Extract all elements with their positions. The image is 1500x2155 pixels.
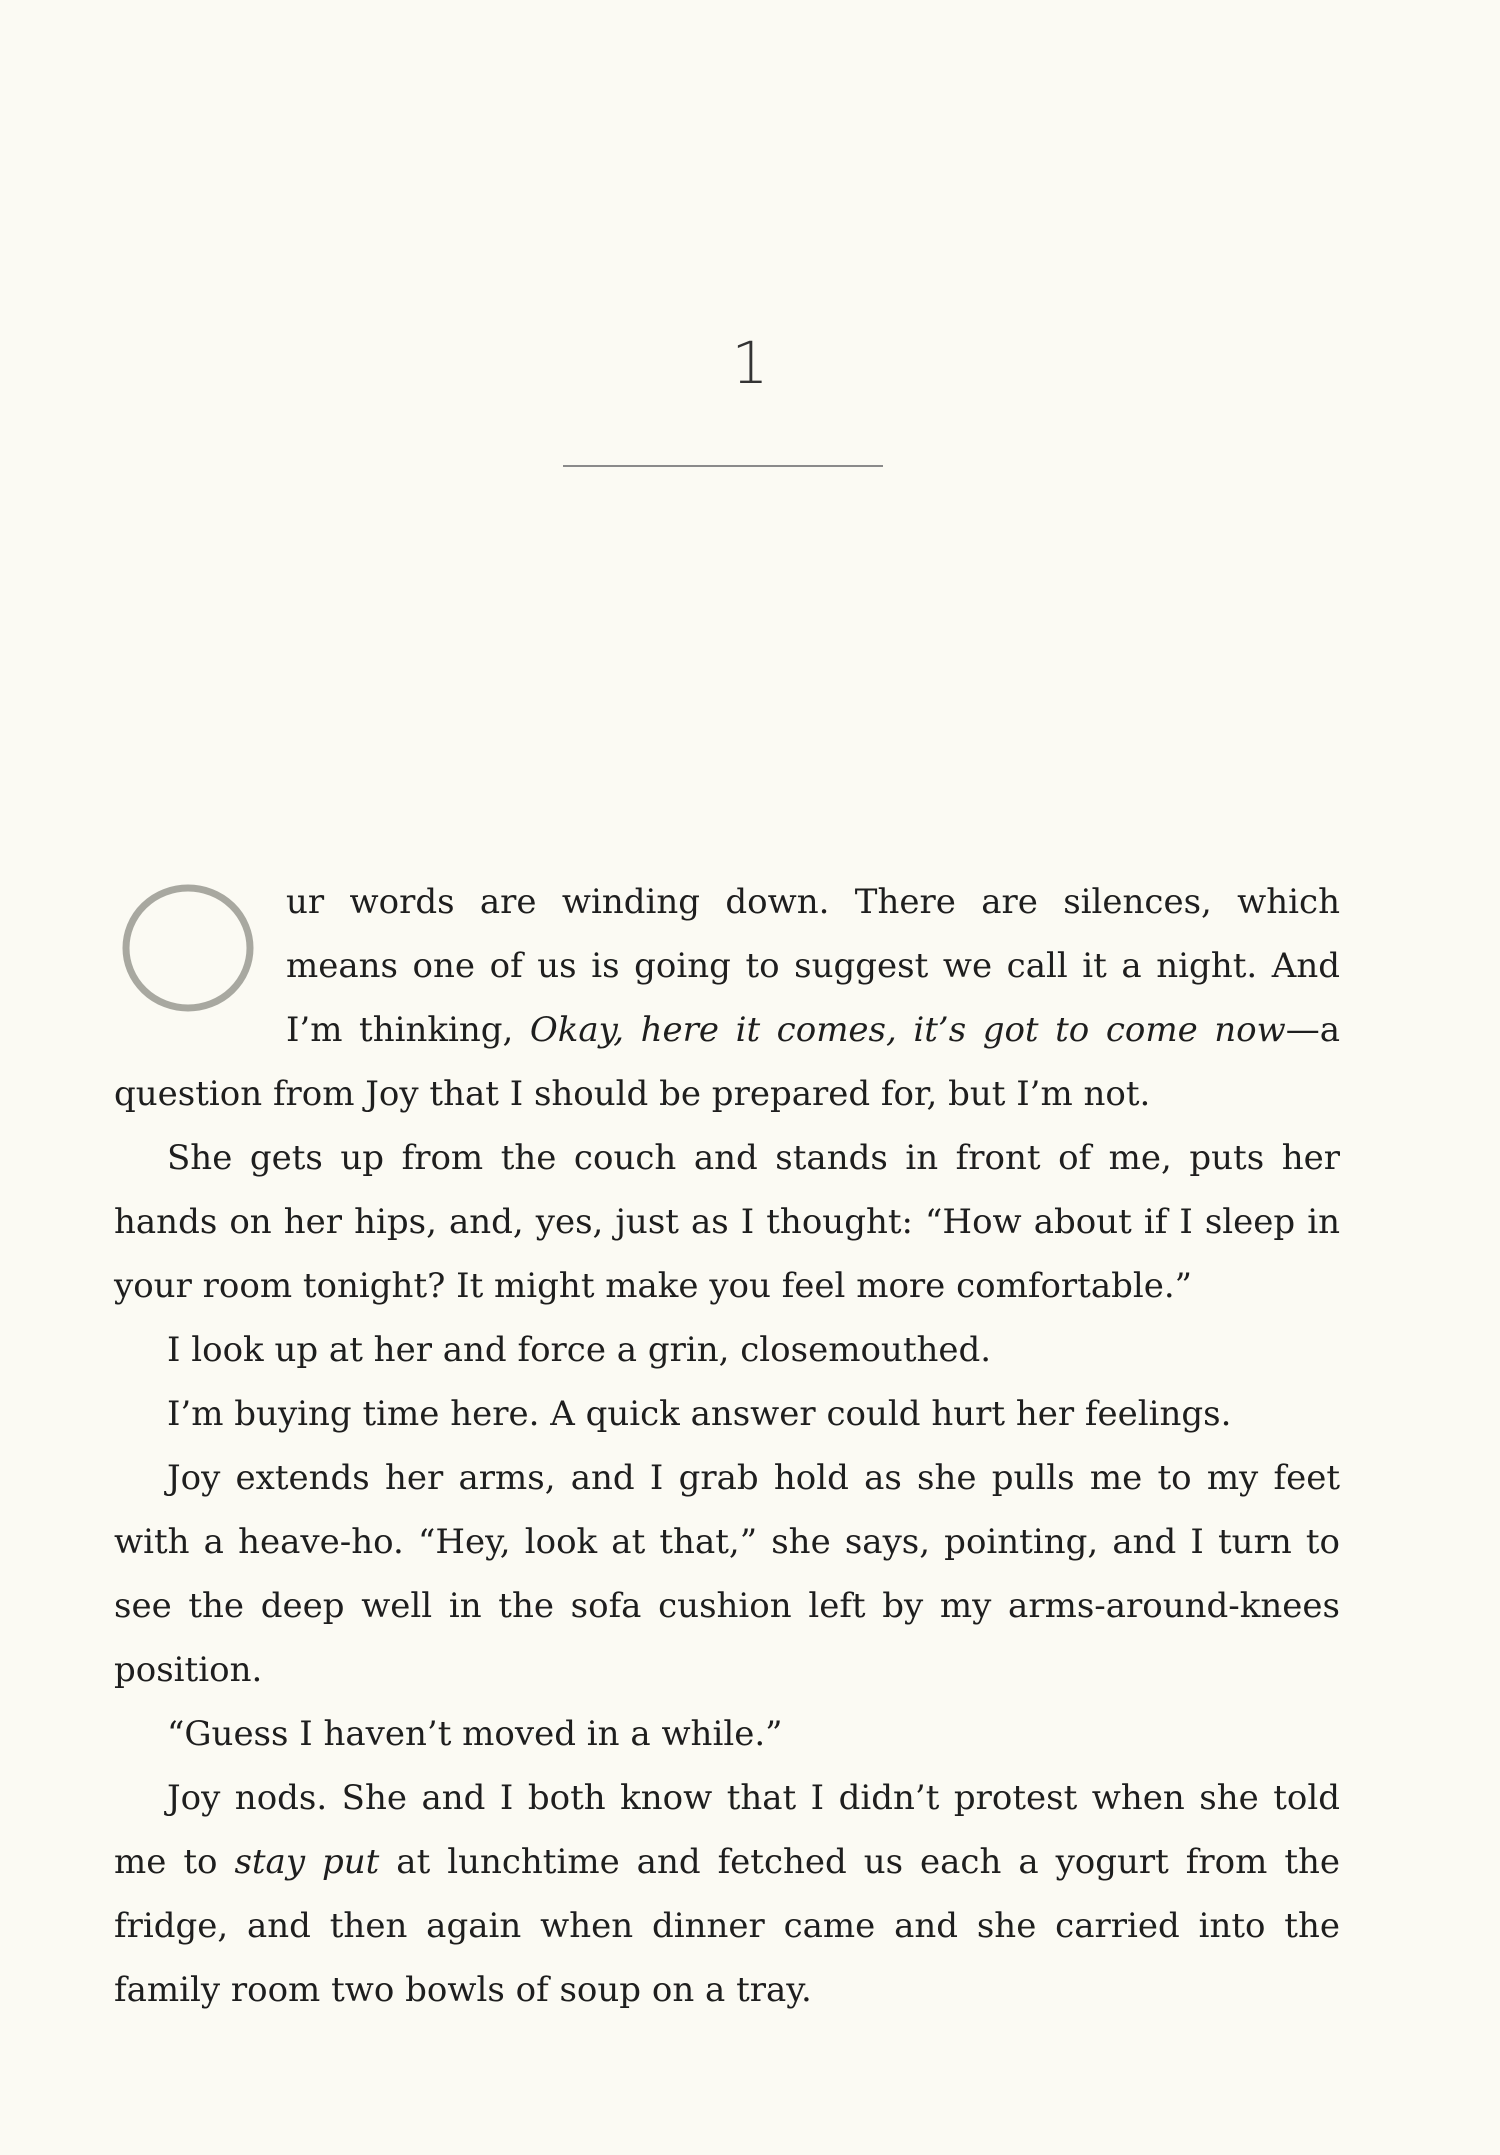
- chapter-body: [114, 870, 1340, 2022]
- paragraph-1-text: ur words are winding down. There are silences, which means one of us is going to suggest we call it a night. And I’m thinking,: [286, 882, 1340, 1050]
- paragraph-7: [114, 1766, 1340, 2022]
- paragraph-1-end: —a question from Joy that I should be prepared for, but I’m not.: [114, 1010, 1340, 1114]
- paragraph-1-italic: Okay, here it comes, it’s got to come now: [529, 1010, 1286, 1050]
- chapter-number: 1: [731, 329, 769, 397]
- chapter-divider: [563, 465, 883, 467]
- paragraph-2: She gets up from the couch and stands in front of me, puts her hands on her hips, and, yes, just as I thought: “How about if I sleep in your room tonight? It might make you feel more comfortable.”: [114, 1138, 1340, 1306]
- paragraph-7-end: at lunchtime and fetched us each a yogurt from the fridge, and then again when dinner came and she carried into the family room two bowls of soup on a tray.: [114, 1842, 1341, 2010]
- paragraph-5: Joy extends her arms, and I grab hold as she pulls me to my feet with a heave-ho. “Hey, look at that,” she says, pointing, and I turn to see the deep well in the sofa cushion left by my arms-around-knees position.: [114, 1458, 1340, 1690]
- paragraph-3: I look up at her and force a grin, closemouthed.: [167, 1330, 992, 1370]
- drop-cap: [114, 878, 264, 1018]
- paragraph-1: [114, 870, 1340, 1126]
- drop-cap-o-ring: [114, 878, 264, 1018]
- paragraph-6: “Guess I haven’t moved in a while.”: [167, 1714, 783, 1754]
- paragraph-7-start: Joy nods. She and I both know that I didn’t protest when she told me to: [114, 1778, 1340, 1882]
- paragraph-4: I’m buying time here. A quick answer could hurt her feelings.: [167, 1394, 1232, 1434]
- paragraph-7-italic: stay put: [234, 1842, 380, 1882]
